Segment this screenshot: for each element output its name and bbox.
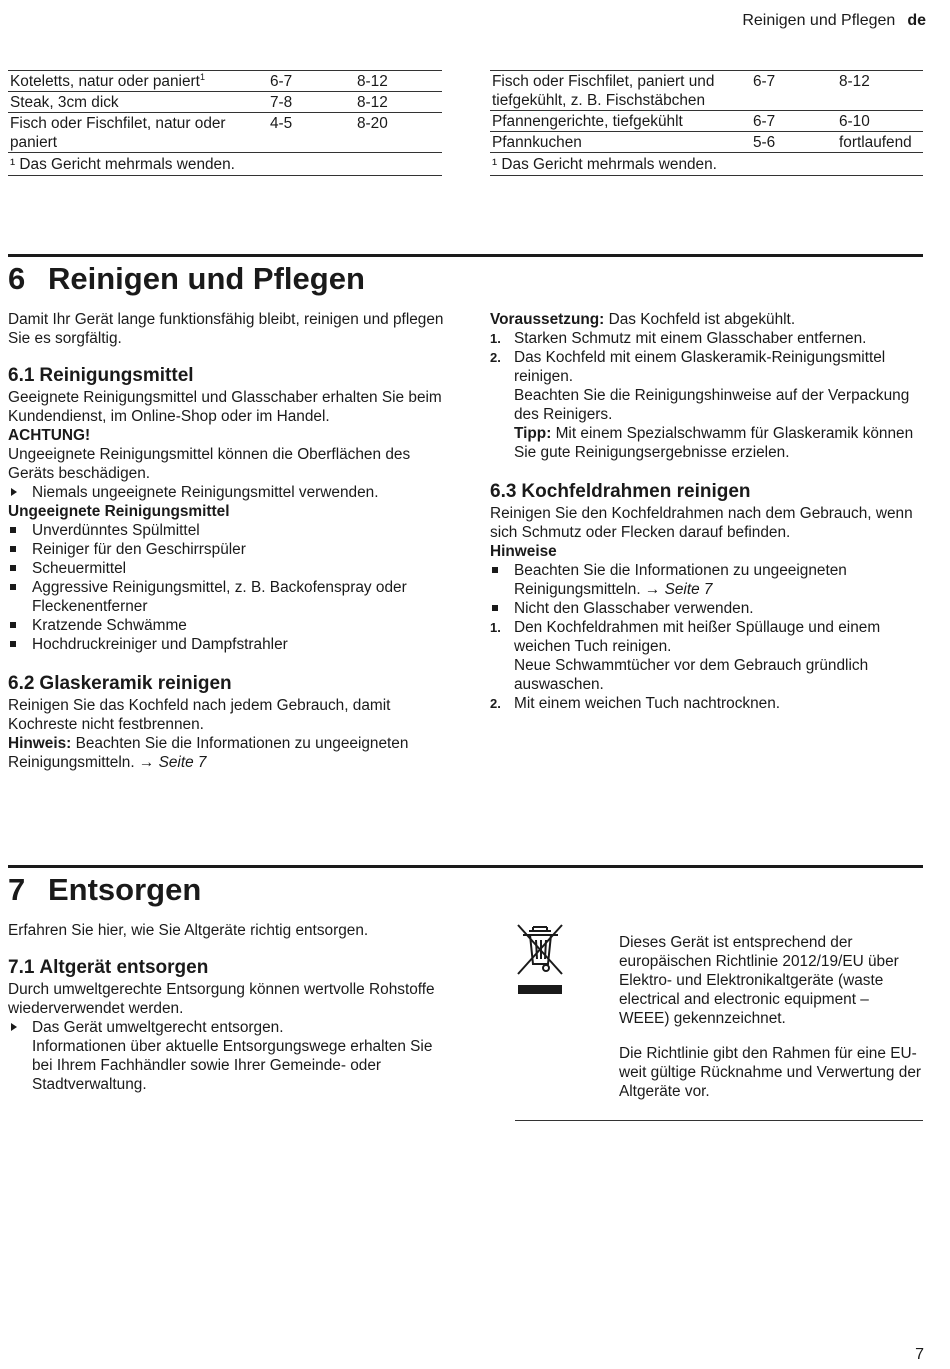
warning-label: ACHTUNG! [8,427,91,444]
section-heading-6-2: 6.2 Glaskeramik reinigen [8,673,232,694]
time-cell: 8-12 [355,92,442,113]
time-cell: 8-20 [355,113,442,153]
dish-cell: Fisch oder Fischfilet, paniert und tiefgekühlt, z. B. Fischstäbchen [490,71,751,111]
table-footnote-row [490,153,923,176]
chapter-intro: Damit Ihr Gerät lange funktionsfähig bleibt, reinigen und pflegen Sie es sorgfältig. [8,311,444,347]
list-item: Das Gerät umweltgerecht entsorgen. Informationen über aktuelle Entsorgungswege erhalten Sie bei Ihrem Fachhändler sowie Ihrer Gemeinde- oder Stadtverwaltung. [8,1018,444,1094]
level-cell: 6-7 [268,71,355,92]
table-row [8,71,442,92]
list-item: Niemals ungeeignete Reinigungsmittel verwenden. [8,483,444,502]
list-item: 2. Mit einem weichen Tuch nachtrocknen. [490,695,781,712]
chapter-number: 7 [8,872,26,907]
time-cell: 6-10 [837,111,923,132]
chapter-6-heading [8,254,923,298]
chapter-title [8,257,923,298]
cleaning-steps [490,329,924,424]
list-item: Scheuermittel [8,559,444,578]
header-language: de [907,12,926,29]
table-row [8,113,442,153]
table-footnote: ¹ Das Gericht mehrmals wenden. [8,153,442,176]
section-text: Geeignete Reinigungsmittel und Glasschaber erhalten Sie beim Kundendienst, im Online-Shop oder im Handel. [8,389,442,425]
level-cell: 7-8 [268,92,355,113]
list-item: Unverdünntes Spülmittel [8,521,444,540]
chapter-title-text: Entsorgen [48,872,202,907]
footnote-marker: 1 [199,72,205,82]
level-cell: 6-7 [751,71,837,111]
cooking-table-right [490,70,923,176]
table-footnote: ¹ Das Gericht mehrmals wenden. [490,153,923,176]
list-item: Beachten Sie die Informationen zu ungeeigneten Reinigungsmitteln. → Seite 7 [490,561,924,599]
frame-cleaning-steps [490,618,924,713]
section-text: Durch umweltgerechte Entsorgung können wertvolle Rohstoffe wiederverwendet werden. [8,981,435,1017]
weee-paragraph: Die Richtlinie gibt den Rahmen für eine EU-weit gültige Rücknahme und Verwertung der Altgeräte vor. [619,1044,922,1100]
section-heading-6-1: 6.1 Reinigungsmittel [8,365,194,386]
dish-cell: Pfannkuchen [490,132,751,153]
dish-cell: Steak, 3cm dick [8,92,268,113]
level-cell: 6-7 [751,111,837,132]
list-item: Kratzende Schwämme [8,616,444,635]
time-cell: 8-12 [837,71,923,111]
list-item: Aggressive Reinigungsmittel, z. B. Backofenspray oder Fleckenentferner [8,578,444,616]
level-cell: 5-6 [751,132,837,153]
list-item: Nicht den Glasschaber verwenden. [490,599,924,618]
level-cell: 4-5 [268,113,355,153]
table-row [8,92,442,113]
time-cell: fortlaufend [837,132,923,153]
weee-notice [515,918,923,1121]
section-heading-7-1: 7.1 Altgerät entsorgen [8,957,209,978]
section-text: Reinigen Sie das Kochfeld nach jedem Gebrauch, damit Kochreste nicht festbrennen. [8,697,391,733]
dish-cell: Pfannengerichte, tiefgekühlt [490,111,751,132]
chapter-title [8,868,923,909]
table-row [490,132,923,153]
warning-text: Ungeeignete Reinigungsmittel können die Oberflächen des Geräts beschädigen. [8,446,411,482]
table-row [490,71,923,111]
list-item: 1. Starken Schmutz mit einem Glasschaber entfernen. [490,330,867,347]
warning-action-list [8,483,444,502]
table-row [490,111,923,132]
chapter-number: 6 [8,261,26,296]
tip: Tipp: Mit einem Spezialschwamm für Glaskeramik können Sie gute Reinigungsergebnisse erzielen. [514,425,914,461]
page-reference-link[interactable]: Seite 7 [664,581,713,598]
unsuitable-cleaners-list [8,521,444,654]
page-reference-link[interactable]: Seite 7 [158,754,207,771]
weee-crossed-bin-icon [515,922,565,1002]
prerequisite: Voraussetzung: Das Kochfeld ist abgekühlt. [490,311,796,328]
list-title: Ungeeignete Reinigungsmittel [8,503,230,520]
list-item: 1. Den Kochfeldrahmen mit heißer Spüllauge und einem weichen Tuch reinigen. Neue Schwammtücher vor dem Gebrauch gründlich auswaschen. [490,619,881,693]
notes-list [490,561,924,618]
list-item: Hochdruckreiniger und Dampfstrahler [8,635,444,654]
chapter-6-left-column [8,310,444,772]
time-cell: 8-12 [355,71,442,92]
dish-cell: Koteletts, natur oder paniert$^1$ [8,71,268,92]
chapter-6-right-column [490,310,924,713]
weee-paragraph: Dieses Gerät ist entsprechend der europäischen Richtlinie 2012/19/EU über Elektro- und Elektronikaltgeräte (waste electrical and electronic equipment – WEEE) gekennzeichnet. [619,934,899,1028]
note: Hinweis: Beachten Sie die Informationen zu ungeeigneten Reinigungsmitteln. → Seite 7 [8,735,409,771]
chapter-title-text: Reinigen und Pflegen [48,261,365,296]
list-item: Reiniger für den Geschirrspüler [8,540,444,559]
chapter-7-left-column [8,921,444,1094]
list-item: 2. Das Kochfeld mit einem Glaskeramik-Reinigungsmittel reinigen. Beachten Sie die Reinigungshinweise auf der Verpackung des Reinigers. [490,349,910,423]
running-header [742,11,926,31]
table-footnote-row [8,153,442,176]
section-text: Reinigen Sie den Kochfeldrahmen nach dem Gebrauch, wenn sich Schmutz oder Flecken darauf befinden. [490,505,913,541]
header-section-title: Reinigen und Pflegen [742,12,896,29]
page-number: 7 [915,1346,924,1363]
weee-text [619,933,923,1120]
disposal-action-list [8,1018,444,1094]
notes-label: Hinweise [490,543,557,560]
dish-cell: Fisch oder Fischfilet, natur oder paniert [8,113,268,153]
chapter-7-heading [8,865,923,909]
cooking-table-left [8,70,442,176]
chapter-intro: Erfahren Sie hier, wie Sie Altgeräte richtig entsorgen. [8,922,369,939]
section-heading-6-3: 6.3 Kochfeldrahmen reinigen [490,481,751,502]
